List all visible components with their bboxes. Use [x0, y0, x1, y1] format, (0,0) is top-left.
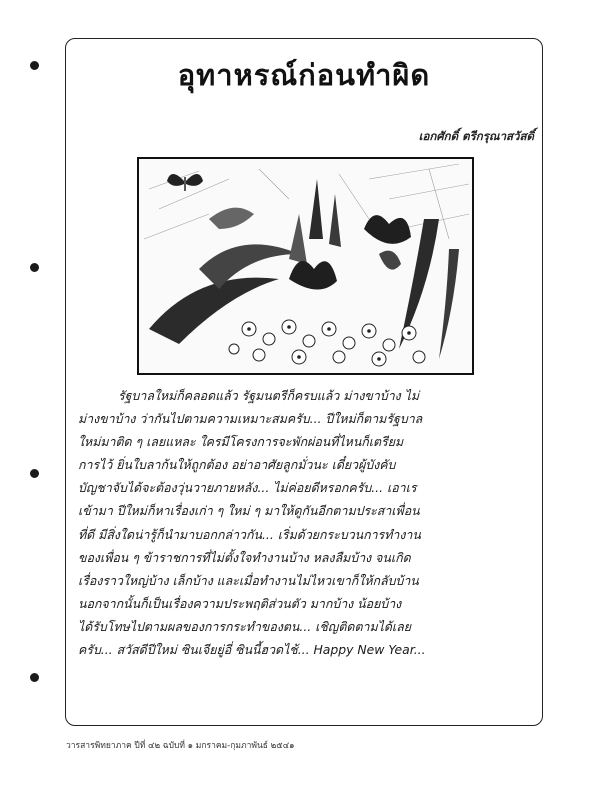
body-line: ม่างขาบ้าง ว่ากันไปตามความเหมาะสมครับ... ปีใหม่ก็ตามรัฐบาล [78, 411, 423, 427]
body-line: ของเพื่อน ๆ ข้าราชการที่ไม่ตั้งใจทำงานบ้าง หลงลืมบ้าง จนเกิด [78, 549, 411, 565]
flower-illustration [137, 157, 474, 375]
body-line: ได้รับโทษไปตามผลของการกระทำของตน... เชิญติดตามได้เลย [78, 618, 411, 634]
punch-hole [30, 469, 39, 478]
butterfly-icon [167, 174, 203, 191]
punch-hole [30, 61, 39, 70]
body-line: ใหม่มาติด ๆ เลยแหละ ใครมีโครงการจะพักผ่อนที่ไหนก็เตรียม [78, 434, 404, 450]
punch-hole [30, 673, 39, 682]
journal-footer: วารสารพิทยาภาค ปีที่ ๔๒ ฉบับที่ ๑ มกราคม-กุมภาพันธ์ ๒๕๔๑ [66, 741, 295, 751]
body-line: นอกจากนั้นก็เป็นเรื่องความประพฤติส่วนตัว มากบ้าง น้อยบ้าง [78, 595, 402, 611]
article-author: เอกศักดิ์ ตรีกรุณาสวัสดิ์ [418, 129, 534, 143]
body-line: เรื่องราวใหญ่บ้าง เล็กบ้าง และเมื่อทำงานไม่ไหวเขาก็ให้กลับบ้าน [78, 572, 419, 588]
body-line: บัญชาจับได้จะต้องวุ่นวายภายหลัง... ไม่ค่อยดีหรอกครับ... เอาเร [78, 480, 417, 496]
flower-illustration-drawing [139, 159, 472, 373]
body-line: รัฐบาลใหม่ก็คลอดแล้ว รัฐมนตรีก็ครบแล้ว ม่างขาบ้าง ไม่ [118, 388, 420, 403]
body-line: ที่ดี มีสิ่งใดน่ารู้ก็นำมาบอกกล่าวกัน... เริ่มด้วยกระบวนการทำงาน [78, 526, 421, 542]
body-line: การไว้ ยิ่นใบลาก้นให้ถูกต้อง อย่าอาศัยลูกมั่วนะ เดี๋ยวผู้บังคับ [78, 457, 396, 473]
body-line: ครับ... สวัสดีปีใหม่ ซินเจียยู่อี่ ซินนี้ฮวดไช้... Happy New Year... [78, 642, 426, 658]
article-body [78, 384, 536, 661]
article-title: อุทาหรณ์ก่อนทำผิด [177, 58, 431, 92]
punch-hole [30, 263, 39, 272]
body-line: เข้ามา ปีใหม่ก็หาเรื่องเก่า ๆ ใหม่ ๆ มาให้ดูกันอีกตามประสาเพื่อน [78, 503, 420, 519]
